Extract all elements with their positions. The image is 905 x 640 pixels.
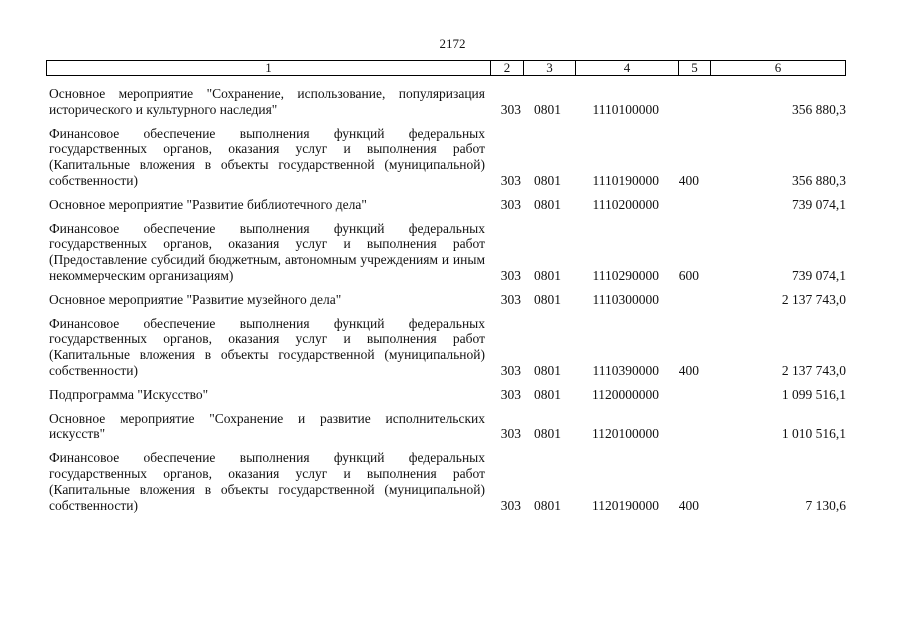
- row-subsection: 0801: [534, 386, 561, 402]
- row-subsection: 0801: [534, 426, 561, 442]
- row-amount: 1 099 516,1: [781, 386, 846, 402]
- row-target-article: 1110190000: [592, 172, 659, 188]
- table-row: [49, 450, 846, 513]
- row-target-article: 1120190000: [592, 497, 659, 513]
- row-amount: 739 074,1: [792, 196, 846, 212]
- row-description: Финансовое обеспечение выполнения функций федеральных государственных органов, оказания услуг и выполнения работ (Капитальные вложения в объекты государственной (муниципальной) собственности): [49, 450, 485, 513]
- row-subsection: 0801: [534, 172, 561, 188]
- row-section: 303: [500, 172, 521, 188]
- row-section: 303: [500, 362, 521, 378]
- header-col-4: 4: [575, 61, 678, 75]
- row-amount: 356 880,3: [792, 101, 846, 117]
- row-section: 303: [500, 291, 521, 307]
- row-section: 303: [500, 196, 521, 212]
- row-amount: 356 880,3: [792, 172, 846, 188]
- row-subsection: 0801: [534, 196, 561, 212]
- header-col-6: 6: [710, 61, 845, 75]
- table-row: [49, 411, 846, 443]
- row-subsection: 0801: [534, 497, 561, 513]
- table-row: [49, 221, 846, 284]
- row-target-article: 1110300000: [592, 291, 659, 307]
- header-col-1: 1: [265, 60, 272, 75]
- row-amount: 2 137 743,0: [781, 362, 846, 378]
- row-section: 303: [500, 267, 521, 283]
- row-target-article: 1110200000: [592, 196, 659, 212]
- row-amount: 2 137 743,0: [781, 291, 846, 307]
- row-section: 303: [500, 386, 521, 402]
- row-amount: 739 074,1: [792, 267, 846, 283]
- row-description: Основное мероприятие "Развитие библиотечного дела": [49, 196, 367, 212]
- row-description: Подпрограмма "Искусство": [49, 386, 209, 402]
- row-description: Финансовое обеспечение выполнения функций федеральных государственных органов, оказания услуг и выполнения работ (Предоставление субсидий бюджетным, автономным учреждениям и иным некоммерческим организациям): [49, 220, 485, 283]
- row-description: Финансовое обеспечение выполнения функций федеральных государственных органов, оказания услуг и выполнения работ (Капитальные вложения в объекты государственной (муниципальной) собственности): [49, 315, 485, 378]
- row-subsection: 0801: [534, 291, 561, 307]
- row-expense-type: 600: [678, 267, 699, 283]
- table-row: [49, 387, 846, 403]
- page-number: 2172: [439, 36, 466, 51]
- table-row: [49, 126, 846, 189]
- row-target-article: 1110390000: [592, 362, 659, 378]
- header-col-5: 5: [678, 61, 710, 75]
- row-amount: 1 010 516,1: [781, 426, 846, 442]
- table-row: [49, 86, 846, 118]
- row-amount: 7 130,6: [805, 497, 846, 513]
- row-target-article: 1110100000: [592, 101, 659, 117]
- row-section: 303: [500, 497, 521, 513]
- row-section: 303: [500, 426, 521, 442]
- row-expense-type: 400: [678, 362, 699, 378]
- table-row: [49, 292, 846, 308]
- row-expense-type: 400: [678, 497, 699, 513]
- row-description: Основное мероприятие "Сохранение, использование, популяризация исторического и культурного наследия": [49, 86, 485, 117]
- row-target-article: 1120100000: [592, 426, 659, 442]
- row-section: 303: [500, 101, 521, 117]
- row-description: Основное мероприятие "Развитие музейного дела": [49, 291, 342, 307]
- table-header: [46, 60, 846, 76]
- header-col-3: 3: [523, 61, 575, 75]
- table-row: [49, 316, 846, 379]
- row-subsection: 0801: [534, 101, 561, 117]
- row-subsection: 0801: [534, 362, 561, 378]
- row-expense-type: 400: [678, 172, 699, 188]
- header-col-2: 2: [490, 61, 523, 75]
- row-target-article: 1110290000: [592, 267, 659, 283]
- row-description: Финансовое обеспечение выполнения функций федеральных государственных органов, оказания услуг и выполнения работ (Капитальные вложения в объекты государственной (муниципальной) собственности): [49, 125, 485, 188]
- table-row: [49, 197, 846, 213]
- row-subsection: 0801: [534, 267, 561, 283]
- table-body: [49, 86, 846, 521]
- row-target-article: 1120000000: [592, 386, 659, 402]
- row-description: Основное мероприятие "Сохранение и развитие исполнительских искусств": [49, 410, 485, 442]
